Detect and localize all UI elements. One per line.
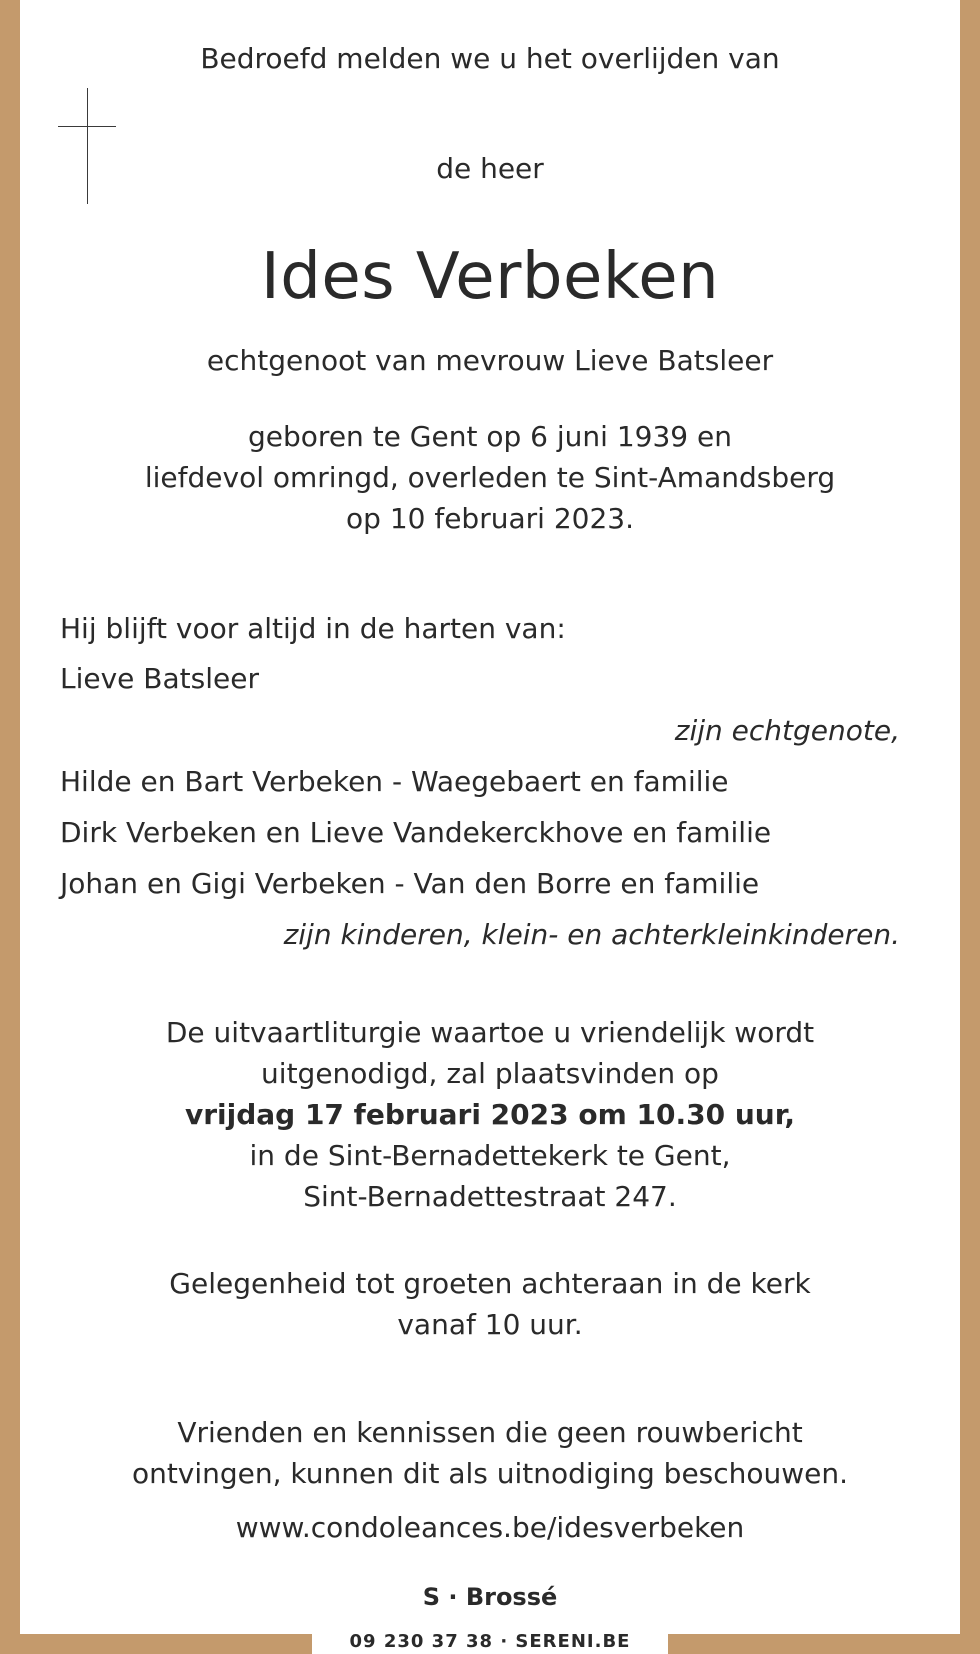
mourner-spouse: Lieve Batsleer [60,662,259,695]
footer-strip [312,1630,668,1654]
obituary-card [20,0,960,1634]
deceased-name: Ides Verbeken [260,240,720,314]
spouse-role: zijn echtgenote, [674,714,900,747]
spouse-line: echtgenoot van mevrouw Lieve Batsleer [206,344,774,377]
mourner-child: Dirk Verbeken en Lieve Vandekerckhove en familie [60,816,772,849]
funeral-home-logo: S · Brossé [422,1583,558,1611]
mourners-intro: Hij blijft voor altijd in de harten van: [60,612,566,645]
mourner-child: Hilde en Bart Verbeken - Waegebaert en familie [60,765,729,798]
contact-info: 09 230 37 38 · SERENI.BE [349,1631,631,1652]
announcement-text: Bedroefd melden we u het overlijden van [200,42,780,75]
life-line: op 10 februari 2023. [346,502,634,535]
mourner-child: Johan en Gigi Verbeken - Van den Borre en familie [60,867,760,900]
children-role: zijn kinderen, klein- en achterkleinkinderen. [283,918,900,951]
notice-line: ontvingen, kunnen dit als uitnodiging beschouwen. [131,1457,849,1490]
ceremony-datetime: vrijdag 17 februari 2023 om 10.30 uur, [184,1098,796,1131]
condolence-link[interactable]: www.condoleances.be/idesverbeken [235,1511,745,1544]
title-text: de heer [436,152,544,185]
life-line: geboren te Gent op 6 juni 1939 en [248,420,732,453]
greeting-line: Gelegenheid tot groeten achteraan in de kerk [169,1267,811,1300]
ceremony-line: De uitvaartliturgie waartoe u vriendelijk wordt [165,1016,815,1049]
ceremony-line: uitgenodigd, zal plaatsvinden op [261,1057,719,1090]
ceremony-location: in de Sint-Bernadettekerk te Gent, [249,1139,731,1172]
greeting-line: vanaf 10 uur. [397,1308,583,1341]
life-line: liefdevol omringd, overleden te Sint-Amandsberg [144,461,836,494]
ceremony-location: Sint-Bernadettestraat 247. [303,1180,677,1213]
notice-line: Vrienden en kennissen die geen rouwbericht [177,1416,803,1449]
